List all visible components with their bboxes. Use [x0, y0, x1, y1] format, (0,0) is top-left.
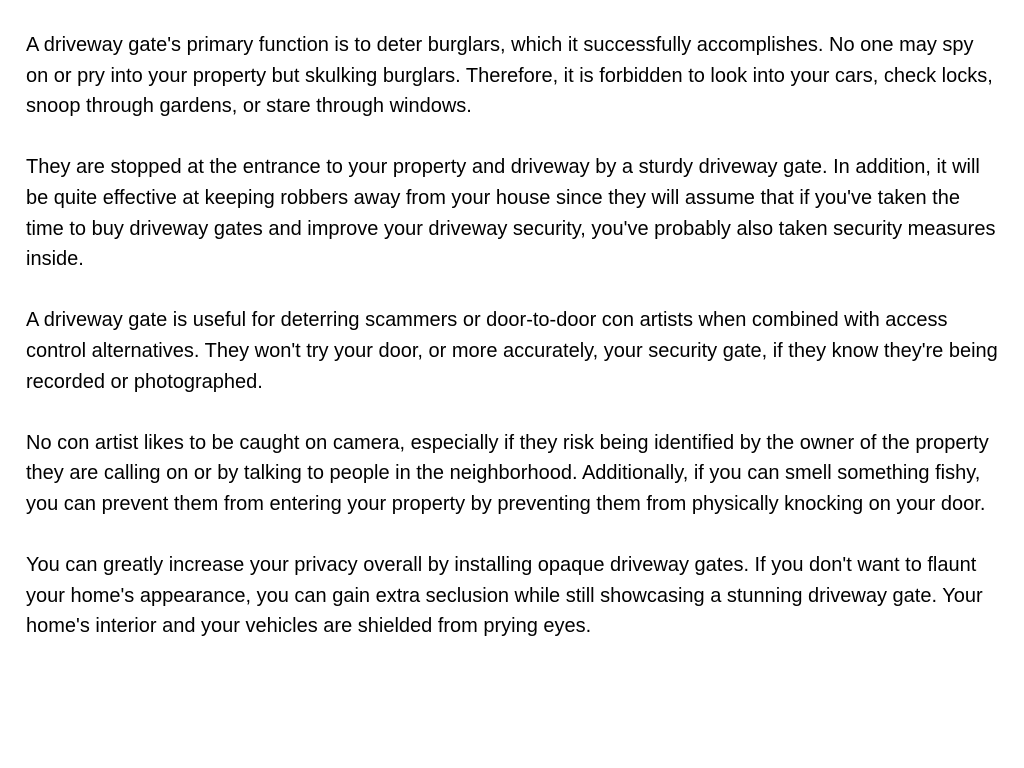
paragraph-entrance: They are stopped at the entrance to your property and driveway by a sturdy driveway gate. In addition, it will be quite effective at keeping robbers away from your house since they will assume that if you've taken the time to buy driveway gates and improve your driveway security, you've probably also taken security measures inside.	[26, 156, 996, 271]
paragraph-purpose: A driveway gate's primary function is to deter burglars, which it successfully accomplishes. No one may spy on or pry into your property but skulking burglars. Therefore, it is forbidden to look into your cars, check locks, snoop through gardens, or stare through windows.	[26, 34, 993, 118]
text-body	[26, 30, 1001, 642]
paragraph-scammers: A driveway gate is useful for deterring scammers or door-to-door con artists when combined with access control alternatives. They won't try your door, or more accurately, your security gate, if they know they're being recorded or photographed.	[26, 309, 998, 393]
paragraph-privacy: You can greatly increase your privacy overall by installing opaque driveway gates. If you don't want to flaunt your home's appearance, you can gain extra seclusion while still showcasing a stunning driveway gate. Your home's interior and your vehicles are shielded from prying eyes.	[26, 554, 983, 638]
paragraph-camera: No con artist likes to be caught on camera, especially if they risk being identified by the owner of the property they are calling on or by talking to people in the neighborhood. Additionally, if you can smell something fishy, you can prevent them from entering your property by preventing them from physically knocking on your door.	[26, 431, 989, 515]
